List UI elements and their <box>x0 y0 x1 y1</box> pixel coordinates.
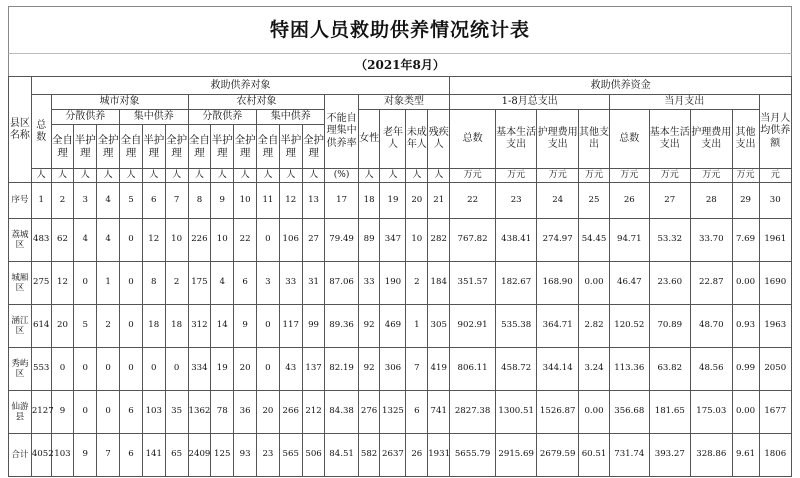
header-support-objects: 救助供养对象 <box>31 77 449 95</box>
header-urban-scattered: 分散供养 <box>51 110 119 125</box>
value-cell: 18 <box>165 305 188 348</box>
header-funds: 救助供养资金 <box>450 77 792 95</box>
value-cell: 312 <box>188 305 211 348</box>
value-cell: 48.56 <box>691 348 733 391</box>
header-urban-central-full-self: 全自理 <box>120 125 143 169</box>
unit-cell: 万元 <box>691 169 733 183</box>
header-rural-scattered-full-self: 全自理 <box>188 125 211 169</box>
value-cell: 0 <box>74 262 97 305</box>
seq-cell: 4 <box>97 183 120 219</box>
value-cell: 0 <box>120 262 143 305</box>
value-cell: 0.99 <box>732 348 759 391</box>
value-cell: 0 <box>257 219 280 262</box>
value-cell: 276 <box>358 391 380 434</box>
value-cell: 1300.51 <box>495 391 537 434</box>
value-cell: 63.82 <box>649 348 691 391</box>
value-cell: 78 <box>211 391 234 434</box>
value-cell: 438.41 <box>495 219 537 262</box>
value-cell: 0 <box>120 348 143 391</box>
unit-cell: 万元 <box>450 169 496 183</box>
value-cell: 26 <box>406 434 428 477</box>
value-cell: 1806 <box>759 434 791 477</box>
header-ytd-other: 其他支出 <box>578 110 609 169</box>
seq-cell: 5 <box>120 183 143 219</box>
value-cell: 5655.79 <box>450 434 496 477</box>
value-cell: 306 <box>380 348 406 391</box>
value-cell: 0 <box>120 219 143 262</box>
unit-cell: 万元 <box>578 169 609 183</box>
value-cell: 20 <box>234 348 257 391</box>
seq-cell: 22 <box>450 183 496 219</box>
unit-cell: 人 <box>142 169 165 183</box>
seq-cell: 28 <box>691 183 733 219</box>
value-cell: 334 <box>188 348 211 391</box>
header-minor: 未成年人 <box>406 110 428 169</box>
value-cell: 89 <box>358 219 380 262</box>
value-cell: 0.00 <box>732 262 759 305</box>
value-cell: 741 <box>428 391 450 434</box>
value-cell: 4052 <box>31 434 51 477</box>
value-cell: 65 <box>165 434 188 477</box>
unit-cell: 元 <box>759 169 791 183</box>
unit-cell: 人 <box>51 169 74 183</box>
value-cell: 8 <box>142 262 165 305</box>
value-cell: 356.68 <box>610 391 649 434</box>
unit-cell: 人 <box>358 169 380 183</box>
value-cell: 9 <box>51 391 74 434</box>
value-cell: 103 <box>142 391 165 434</box>
value-cell: 103 <box>51 434 74 477</box>
value-cell: 2127 <box>31 391 51 434</box>
data-rows <box>9 219 792 477</box>
value-cell: 120.52 <box>610 305 649 348</box>
value-cell: 79.49 <box>325 219 358 262</box>
value-cell: 469 <box>380 305 406 348</box>
county-name-cell: 涵江区 <box>9 305 32 348</box>
header-ytd-care: 护理费用支出 <box>537 110 579 169</box>
seq-cell: 2 <box>51 183 74 219</box>
value-cell: 2409 <box>188 434 211 477</box>
header-urban-central-full-care: 全护理 <box>165 125 188 169</box>
value-cell: 43 <box>279 348 302 391</box>
value-cell: 2050 <box>759 348 791 391</box>
county-name-cell: 荔城区 <box>9 219 32 262</box>
header-ytd-total: 总数 <box>450 110 496 169</box>
header-rural: 农村对象 <box>188 95 325 110</box>
table-row-hanjiang <box>9 305 792 348</box>
value-cell: 33.70 <box>691 219 733 262</box>
value-cell: 274.97 <box>537 219 579 262</box>
seq-cell: 11 <box>257 183 280 219</box>
value-cell: 2.82 <box>578 305 609 348</box>
header-rural-centralized: 集中供养 <box>257 110 325 125</box>
value-cell: 18 <box>142 305 165 348</box>
header-urban-centralized: 集中供养 <box>120 110 188 125</box>
unit-cell: 万元 <box>495 169 537 183</box>
value-cell: 36 <box>234 391 257 434</box>
unit-cell: 人 <box>188 169 211 183</box>
sequence-row <box>9 183 792 219</box>
value-cell: 226 <box>188 219 211 262</box>
table-row-xianyou <box>9 391 792 434</box>
value-cell: 0 <box>97 391 120 434</box>
value-cell: 27 <box>302 219 325 262</box>
value-cell: 0.00 <box>578 391 609 434</box>
value-cell: 266 <box>279 391 302 434</box>
county-name-cell: 城厢区 <box>9 262 32 305</box>
header-month-other: 其他支出 <box>732 110 759 169</box>
value-cell: 62 <box>51 219 74 262</box>
value-cell: 483 <box>31 219 51 262</box>
value-cell: 535.38 <box>495 305 537 348</box>
seq-cell: 12 <box>279 183 302 219</box>
seq-cell: 13 <box>302 183 325 219</box>
unit-cell: 人 <box>234 169 257 183</box>
value-cell: 1526.87 <box>537 391 579 434</box>
value-cell: 106 <box>279 219 302 262</box>
value-cell: 419 <box>428 348 450 391</box>
value-cell: 282 <box>428 219 450 262</box>
value-cell: 553 <box>31 348 51 391</box>
value-cell: 1362 <box>188 391 211 434</box>
header-month-care: 护理费用支出 <box>691 110 733 169</box>
seq-cell: 23 <box>495 183 537 219</box>
value-cell: 12 <box>51 262 74 305</box>
value-cell: 582 <box>358 434 380 477</box>
value-cell: 92 <box>358 348 380 391</box>
value-cell: 6 <box>234 262 257 305</box>
statistics-table <box>8 76 792 477</box>
value-cell: 0 <box>120 305 143 348</box>
value-cell: 506 <box>302 434 325 477</box>
header-urban-scattered-half-care: 半护理 <box>74 125 97 169</box>
value-cell: 275 <box>31 262 51 305</box>
header-female: 女性 <box>358 110 380 169</box>
seq-cell: 17 <box>325 183 358 219</box>
value-cell: 117 <box>279 305 302 348</box>
seq-cell: 8 <box>188 183 211 219</box>
unit-cell: 人 <box>97 169 120 183</box>
unit-cell: 人 <box>120 169 143 183</box>
value-cell: 1690 <box>759 262 791 305</box>
table-row-total <box>9 434 792 477</box>
value-cell: 20 <box>51 305 74 348</box>
value-cell: 2 <box>165 262 188 305</box>
value-cell: 6 <box>406 391 428 434</box>
value-cell: 89.36 <box>325 305 358 348</box>
unit-cell: 人 <box>257 169 280 183</box>
value-cell: 6 <box>120 434 143 477</box>
value-cell: 22.87 <box>691 262 733 305</box>
value-cell: 54.45 <box>578 219 609 262</box>
value-cell: 2679.59 <box>537 434 579 477</box>
value-cell: 3.24 <box>578 348 609 391</box>
unit-cell: 人 <box>428 169 450 183</box>
value-cell: 1 <box>97 262 120 305</box>
value-cell: 0.00 <box>578 262 609 305</box>
sheet-subtitle: （2021年8月） <box>8 53 792 76</box>
value-cell: 46.47 <box>610 262 649 305</box>
county-name-cell: 合计 <box>9 434 32 477</box>
value-cell: 0 <box>165 348 188 391</box>
seq-cell: 21 <box>428 183 450 219</box>
seq-cell: 29 <box>732 183 759 219</box>
value-cell: 82.19 <box>325 348 358 391</box>
header-urban-scattered-full-care: 全护理 <box>97 125 120 169</box>
value-cell: 113.36 <box>610 348 649 391</box>
unit-cell: 人 <box>74 169 97 183</box>
value-cell: 2915.69 <box>495 434 537 477</box>
value-cell: 364.71 <box>537 305 579 348</box>
unit-cell: 人 <box>406 169 428 183</box>
value-cell: 0 <box>74 391 97 434</box>
value-cell: 9.61 <box>732 434 759 477</box>
value-cell: 9 <box>234 305 257 348</box>
value-cell: 14 <box>211 305 234 348</box>
value-cell: 35 <box>165 391 188 434</box>
value-cell: 184 <box>428 262 450 305</box>
value-cell: 0 <box>142 348 165 391</box>
value-cell: 0 <box>257 305 280 348</box>
value-cell: 1963 <box>759 305 791 348</box>
value-cell: 0 <box>257 348 280 391</box>
value-cell: 99 <box>302 305 325 348</box>
value-cell: 0.93 <box>732 305 759 348</box>
seq-cell: 6 <box>142 183 165 219</box>
county-name-cell: 秀屿区 <box>9 348 32 391</box>
value-cell: 0 <box>97 348 120 391</box>
value-cell: 181.65 <box>649 391 691 434</box>
value-cell: 137 <box>302 348 325 391</box>
unit-cell: 万元 <box>610 169 649 183</box>
seq-cell: 25 <box>578 183 609 219</box>
seq-cell: 3 <box>74 183 97 219</box>
value-cell: 182.67 <box>495 262 537 305</box>
statistics-sheet <box>8 6 792 477</box>
header-centralized-rate: 不能自理集中供养率 <box>325 95 358 169</box>
unit-cell: 万元 <box>537 169 579 183</box>
value-cell: 12 <box>142 219 165 262</box>
value-cell: 1325 <box>380 391 406 434</box>
value-cell: 902.91 <box>450 305 496 348</box>
header-total-count: 总数 <box>31 95 51 169</box>
header-rural-scattered-half-care: 半护理 <box>211 125 234 169</box>
value-cell: 6 <box>120 391 143 434</box>
header-current-month: 当月支出 <box>610 95 759 110</box>
value-cell: 175.03 <box>691 391 733 434</box>
unit-cell: 人 <box>279 169 302 183</box>
value-cell: 175 <box>188 262 211 305</box>
value-cell: 4 <box>211 262 234 305</box>
value-cell: 23.60 <box>649 262 691 305</box>
value-cell: 3 <box>257 262 280 305</box>
value-cell: 22 <box>234 219 257 262</box>
seq-cell: 24 <box>537 183 579 219</box>
value-cell: 10 <box>211 219 234 262</box>
value-cell: 347 <box>380 219 406 262</box>
value-cell: 20 <box>257 391 280 434</box>
value-cell: 5 <box>74 305 97 348</box>
seq-cell: 20 <box>406 183 428 219</box>
seq-cell: 26 <box>610 183 649 219</box>
value-cell: 351.57 <box>450 262 496 305</box>
value-cell: 393.27 <box>649 434 691 477</box>
value-cell: 87.06 <box>325 262 358 305</box>
seq-cell: 18 <box>358 183 380 219</box>
header-monthly-avg: 当月人均供养额 <box>759 95 791 169</box>
value-cell: 328.86 <box>691 434 733 477</box>
unit-cell: 人 <box>211 169 234 183</box>
seq-cell: 30 <box>759 183 791 219</box>
value-cell: 94.71 <box>610 219 649 262</box>
value-cell: 31 <box>302 262 325 305</box>
unit-cell: 人 <box>31 169 51 183</box>
unit-cell: 人 <box>165 169 188 183</box>
value-cell: 2 <box>406 262 428 305</box>
units-row <box>9 169 792 183</box>
value-cell: 9 <box>74 434 97 477</box>
value-cell: 806.11 <box>450 348 496 391</box>
value-cell: 1961 <box>759 219 791 262</box>
value-cell: 1 <box>406 305 428 348</box>
header-object-type: 对象类型 <box>358 95 450 110</box>
value-cell: 92 <box>358 305 380 348</box>
header-month-total: 总数 <box>610 110 649 169</box>
value-cell: 84.38 <box>325 391 358 434</box>
value-cell: 4 <box>97 219 120 262</box>
value-cell: 10 <box>165 219 188 262</box>
unit-cell: (%) <box>325 169 358 183</box>
header-disabled: 残疾人 <box>428 110 450 169</box>
value-cell: 7.69 <box>732 219 759 262</box>
seq-cell: 19 <box>380 183 406 219</box>
value-cell: 23 <box>257 434 280 477</box>
header-rural-scattered-full-care: 全护理 <box>234 125 257 169</box>
header-urban-scattered-full-self: 全自理 <box>51 125 74 169</box>
header-rural-scattered: 分散供养 <box>188 110 256 125</box>
value-cell: 344.14 <box>537 348 579 391</box>
unit-cell: 万元 <box>732 169 759 183</box>
unit-cell: 人 <box>302 169 325 183</box>
value-cell: 19 <box>211 348 234 391</box>
seq-cell: 10 <box>234 183 257 219</box>
seq-cell: 27 <box>649 183 691 219</box>
unit-cell: 万元 <box>649 169 691 183</box>
value-cell: 0 <box>74 348 97 391</box>
value-cell: 125 <box>211 434 234 477</box>
value-cell: 212 <box>302 391 325 434</box>
seq-cell: 序号 <box>9 183 32 219</box>
value-cell: 305 <box>428 305 450 348</box>
value-cell: 2 <box>97 305 120 348</box>
header-rural-central-full-care: 全护理 <box>302 125 325 169</box>
header-urban-central-half-care: 半护理 <box>142 125 165 169</box>
value-cell: 48.70 <box>691 305 733 348</box>
value-cell: 93 <box>234 434 257 477</box>
value-cell: 1677 <box>759 391 791 434</box>
table-row-chengxiang <box>9 262 792 305</box>
unit-cell: 人 <box>380 169 406 183</box>
value-cell: 458.72 <box>495 348 537 391</box>
seq-cell: 9 <box>211 183 234 219</box>
value-cell: 0 <box>51 348 74 391</box>
header-month-basic: 基本生活支出 <box>649 110 691 169</box>
value-cell: 60.51 <box>578 434 609 477</box>
seq-cell: 7 <box>165 183 188 219</box>
header-ytd: 1-8月总支出 <box>450 95 610 110</box>
table-row-xiuyu <box>9 348 792 391</box>
header-elderly: 老年人 <box>380 110 406 169</box>
value-cell: 141 <box>142 434 165 477</box>
header-rural-central-full-self: 全自理 <box>257 125 280 169</box>
value-cell: 4 <box>74 219 97 262</box>
value-cell: 10 <box>406 219 428 262</box>
value-cell: 2637 <box>380 434 406 477</box>
value-cell: 84.51 <box>325 434 358 477</box>
value-cell: 565 <box>279 434 302 477</box>
county-name-cell: 仙游县 <box>9 391 32 434</box>
value-cell: 767.82 <box>450 219 496 262</box>
seq-cell: 1 <box>31 183 51 219</box>
value-cell: 33 <box>358 262 380 305</box>
value-cell: 190 <box>380 262 406 305</box>
value-cell: 7 <box>97 434 120 477</box>
header-county: 县区名称 <box>9 77 32 183</box>
header-ytd-basic: 基本生活支出 <box>495 110 537 169</box>
table-row-licheng <box>9 219 792 262</box>
value-cell: 70.89 <box>649 305 691 348</box>
value-cell: 614 <box>31 305 51 348</box>
value-cell: 7 <box>406 348 428 391</box>
sheet-title: 特困人员救助供养情况统计表 <box>8 6 792 53</box>
value-cell: 731.74 <box>610 434 649 477</box>
header-rural-central-half-care: 半护理 <box>279 125 302 169</box>
value-cell: 53.32 <box>649 219 691 262</box>
value-cell: 33 <box>279 262 302 305</box>
value-cell: 0.00 <box>732 391 759 434</box>
value-cell: 2827.38 <box>450 391 496 434</box>
value-cell: 1931 <box>428 434 450 477</box>
header-urban: 城市对象 <box>51 95 188 110</box>
value-cell: 168.90 <box>537 262 579 305</box>
